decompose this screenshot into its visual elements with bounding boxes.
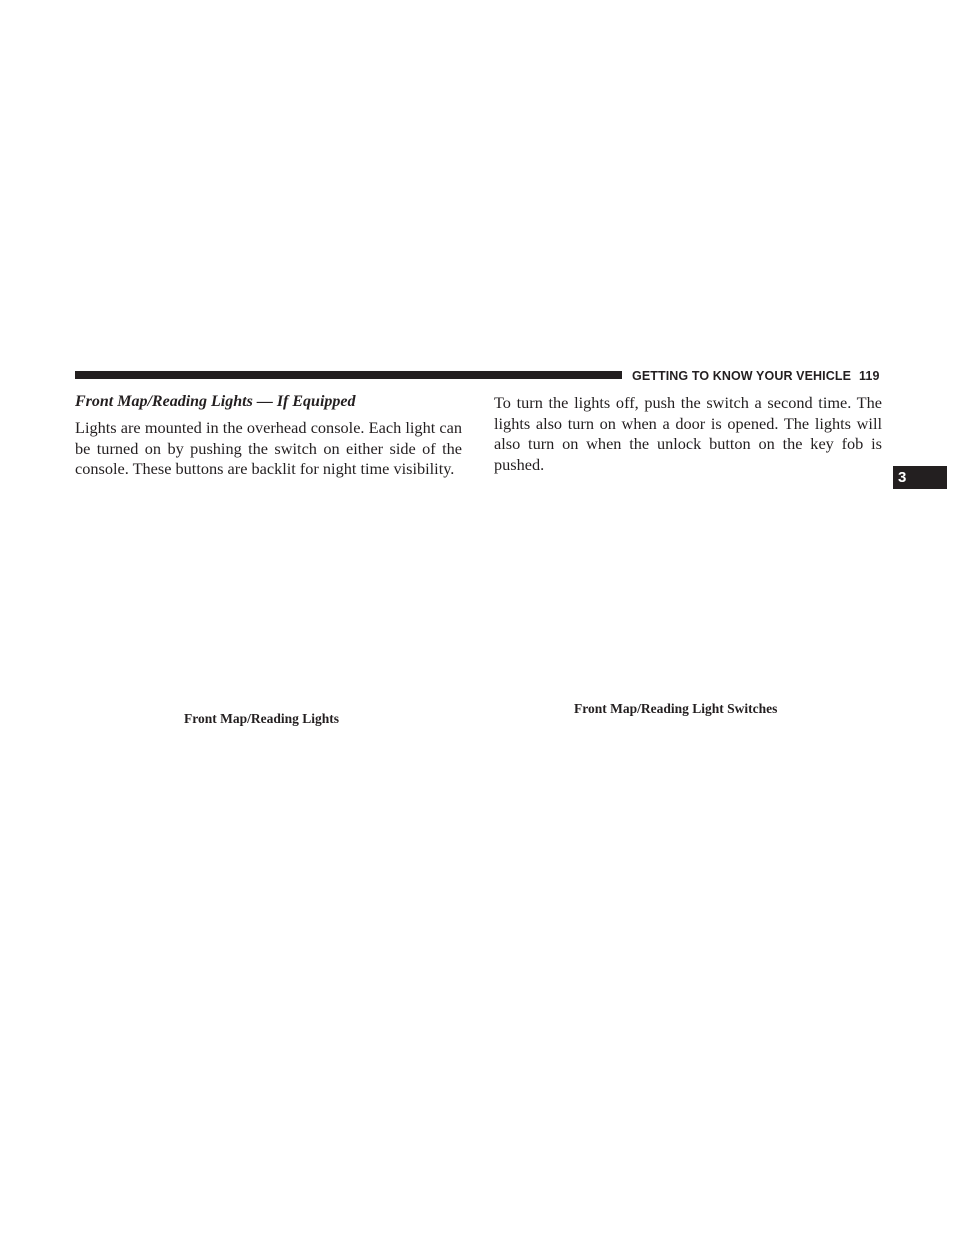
- figure-caption-reading-lights: Front Map/Reading Lights: [184, 711, 340, 726]
- right-paragraph: To turn the lights off, push the switch a second time. The lights also turn on when a door is opened. The lights will also turn on when the unlock button on the key fob is pushed.: [494, 393, 882, 474]
- figure-caption-light-switches: Front Map/Reading Light Switches: [574, 701, 778, 716]
- page-number: 119: [859, 369, 880, 383]
- chapter-number: 3: [898, 469, 907, 486]
- running-header: [632, 369, 880, 383]
- header-rule: [75, 371, 622, 379]
- chapter-tab: [893, 466, 947, 489]
- section-heading: Front Map/Reading Lights — If Equipped: [75, 393, 356, 410]
- left-paragraph: Lights are mounted in the overhead console. Each light can be turned on by pushing the switch on either side of the console. These buttons are backlit for night time visibility.: [75, 418, 462, 478]
- header-section-title: GETTING TO KNOW YOUR VEHICLE: [632, 369, 852, 383]
